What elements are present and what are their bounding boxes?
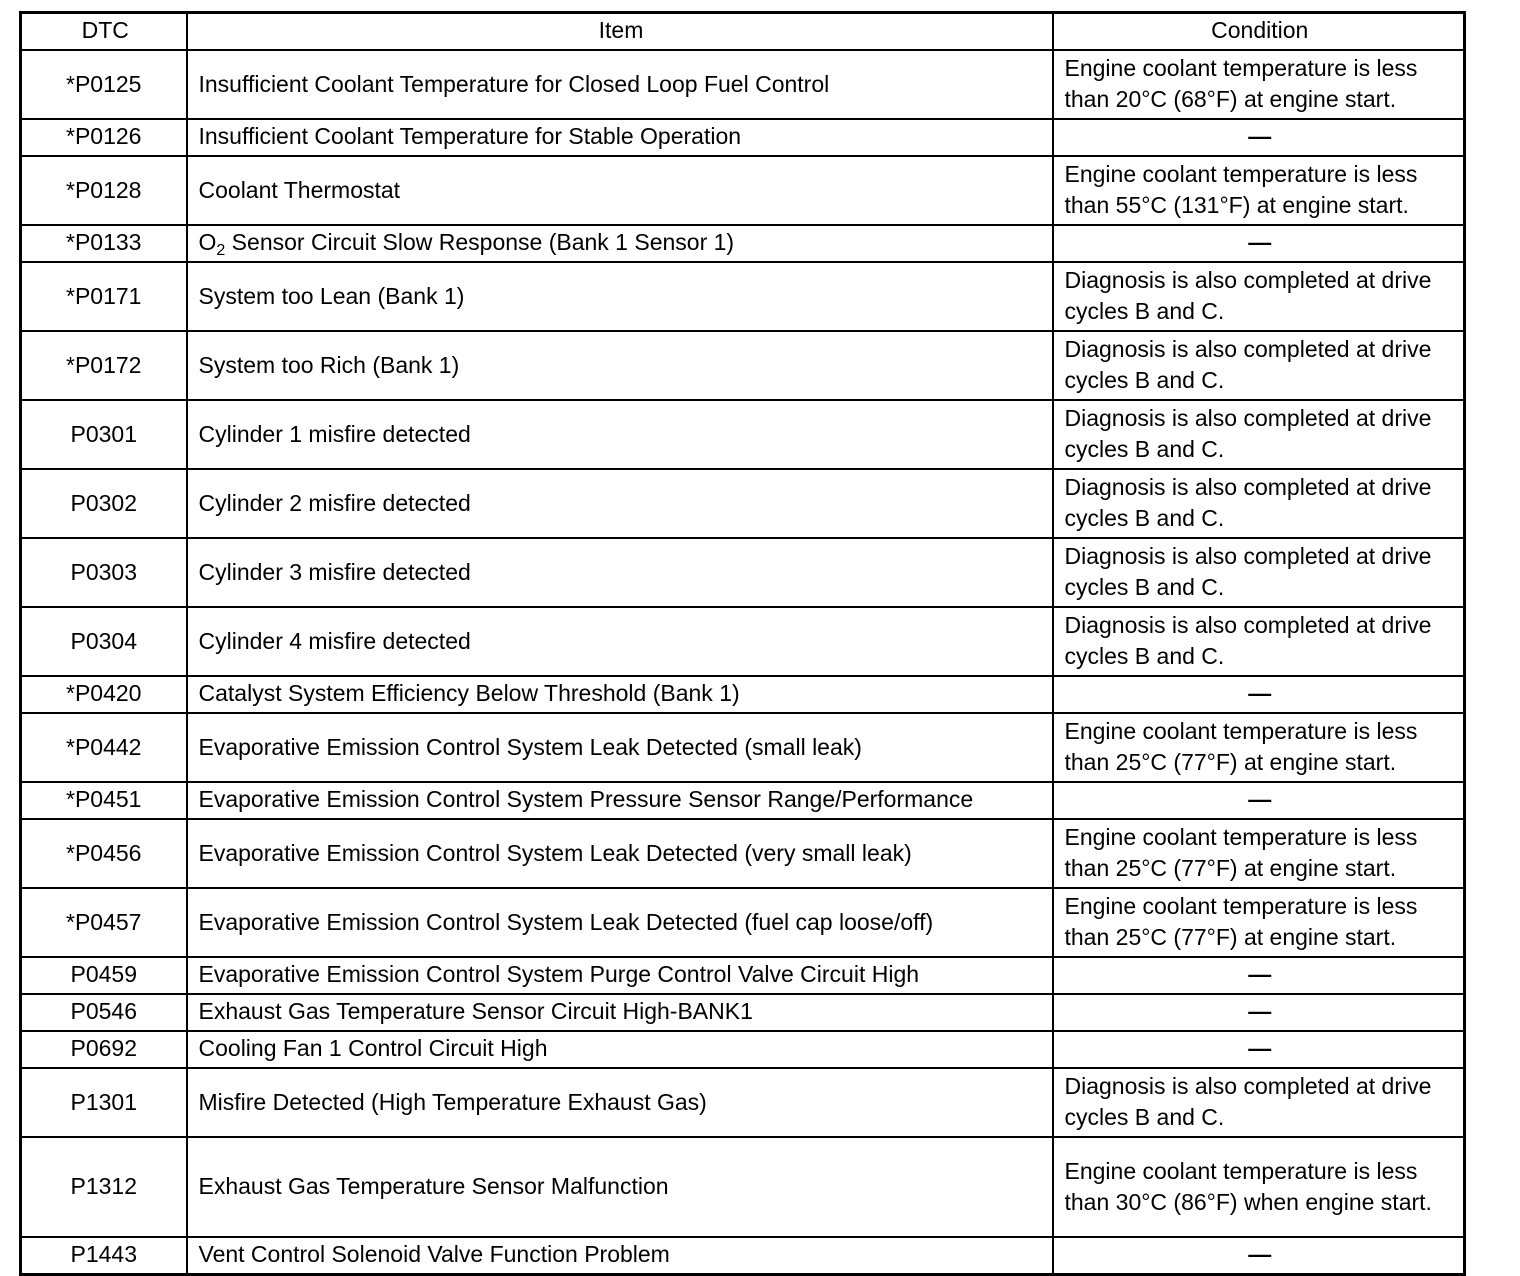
condition-text: Diagnosis is also completed at drive cycles B and C. [1053, 400, 1465, 469]
dtc-code: P0692 [21, 1031, 187, 1068]
condition-text: — [1053, 225, 1465, 262]
condition-text: — [1053, 119, 1465, 156]
item-description: $O_2$ Sensor Circuit Slow Response (Bank 1 Sensor 1) [187, 225, 1053, 262]
dtc-code: *P0133 [21, 225, 187, 262]
table-row [21, 400, 1465, 469]
dtc-code: *P0171 [21, 262, 187, 331]
condition-text: Engine coolant temperature is less than 25°C (77°F) at engine start. [1053, 713, 1465, 782]
dtc-code: *P0126 [21, 119, 187, 156]
dtc-code: P0302 [21, 469, 187, 538]
condition-text: — [1053, 1031, 1465, 1068]
header-row [21, 13, 1465, 51]
condition-text: Diagnosis is also completed at drive cycles B and C. [1053, 469, 1465, 538]
table-row [21, 676, 1465, 713]
table-row [21, 888, 1465, 957]
item-description: Misfire Detected (High Temperature Exhaust Gas) [187, 1068, 1053, 1137]
condition-text: — [1053, 994, 1465, 1031]
dtc-code: *P0125 [21, 50, 187, 119]
table-row [21, 119, 1465, 156]
condition-text: Engine coolant temperature is less than 25°C (77°F) at engine start. [1053, 819, 1465, 888]
item-description: Evaporative Emission Control System Leak Detected (very small leak) [187, 819, 1053, 888]
table-row [21, 1031, 1465, 1068]
condition-text: Diagnosis is also completed at drive cycles B and C. [1053, 331, 1465, 400]
item-description: Exhaust Gas Temperature Sensor Circuit High-BANK1 [187, 994, 1053, 1031]
item-description: System too Lean (Bank 1) [187, 262, 1053, 331]
condition-text: — [1053, 1237, 1465, 1275]
dtc-code: P1301 [21, 1068, 187, 1137]
header-dtc: DTC [21, 13, 187, 51]
table-row [21, 994, 1465, 1031]
condition-text: Engine coolant temperature is less than 25°C (77°F) at engine start. [1053, 888, 1465, 957]
table-row [21, 262, 1465, 331]
table-row [21, 1068, 1465, 1137]
table-row [21, 782, 1465, 819]
item-description: Cylinder 1 misfire detected [187, 400, 1053, 469]
item-description: Vent Control Solenoid Valve Function Problem [187, 1237, 1053, 1275]
item-description: Cylinder 4 misfire detected [187, 607, 1053, 676]
dtc-code: P0301 [21, 400, 187, 469]
dtc-code: P0459 [21, 957, 187, 994]
dtc-code: P0304 [21, 607, 187, 676]
dtc-code: *P0451 [21, 782, 187, 819]
condition-text: Engine coolant temperature is less than 20°C (68°F) at engine start. [1053, 50, 1465, 119]
condition-text: Engine coolant temperature is less than 30°C (86°F) when engine start. [1053, 1137, 1465, 1237]
item-description: Cylinder 2 misfire detected [187, 469, 1053, 538]
item-description: Coolant Thermostat [187, 156, 1053, 225]
header-item: Item [187, 13, 1053, 51]
dtc-code: *P0128 [21, 156, 187, 225]
table-row [21, 538, 1465, 607]
dtc-code: P1443 [21, 1237, 187, 1275]
table-row [21, 331, 1465, 400]
condition-text: Diagnosis is also completed at drive cycles B and C. [1053, 1068, 1465, 1137]
table-row [21, 156, 1465, 225]
item-description: Exhaust Gas Temperature Sensor Malfunction [187, 1137, 1053, 1237]
dtc-code: P1312 [21, 1137, 187, 1237]
condition-text: Diagnosis is also completed at drive cycles B and C. [1053, 262, 1465, 331]
table-row [21, 607, 1465, 676]
condition-text: — [1053, 782, 1465, 819]
condition-text: — [1053, 676, 1465, 713]
dtc-code: *P0457 [21, 888, 187, 957]
item-description: Evaporative Emission Control System Purge Control Valve Circuit High [187, 957, 1053, 994]
dtc-code: P0546 [21, 994, 187, 1031]
table-row [21, 1237, 1465, 1275]
item-description: Evaporative Emission Control System Pressure Sensor Range/Performance [187, 782, 1053, 819]
condition-text: — [1053, 957, 1465, 994]
table-row [21, 225, 1465, 262]
item-description: Evaporative Emission Control System Leak Detected (fuel cap loose/off) [187, 888, 1053, 957]
condition-text: Diagnosis is also completed at drive cycles B and C. [1053, 538, 1465, 607]
dtc-code: *P0172 [21, 331, 187, 400]
condition-text: Diagnosis is also completed at drive cycles B and C. [1053, 607, 1465, 676]
item-description: Insufficient Coolant Temperature for Closed Loop Fuel Control [187, 50, 1053, 119]
item-description: Catalyst System Efficiency Below Threshold (Bank 1) [187, 676, 1053, 713]
item-description: System too Rich (Bank 1) [187, 331, 1053, 400]
item-description: Evaporative Emission Control System Leak Detected (small leak) [187, 713, 1053, 782]
table-row [21, 957, 1465, 994]
item-description: Cooling Fan 1 Control Circuit High [187, 1031, 1053, 1068]
item-description: Cylinder 3 misfire detected [187, 538, 1053, 607]
table-row [21, 50, 1465, 119]
dtc-code: *P0420 [21, 676, 187, 713]
table-row [21, 1137, 1465, 1237]
condition-text: Engine coolant temperature is less than 55°C (131°F) at engine start. [1053, 156, 1465, 225]
dtc-code: P0303 [21, 538, 187, 607]
dtc-code: *P0456 [21, 819, 187, 888]
table-row [21, 713, 1465, 782]
table-row [21, 469, 1465, 538]
dtc-code: *P0442 [21, 713, 187, 782]
table-row [21, 819, 1465, 888]
header-condition: Condition [1053, 13, 1465, 51]
item-description: Insufficient Coolant Temperature for Stable Operation [187, 119, 1053, 156]
dtc-table [19, 11, 1466, 1276]
